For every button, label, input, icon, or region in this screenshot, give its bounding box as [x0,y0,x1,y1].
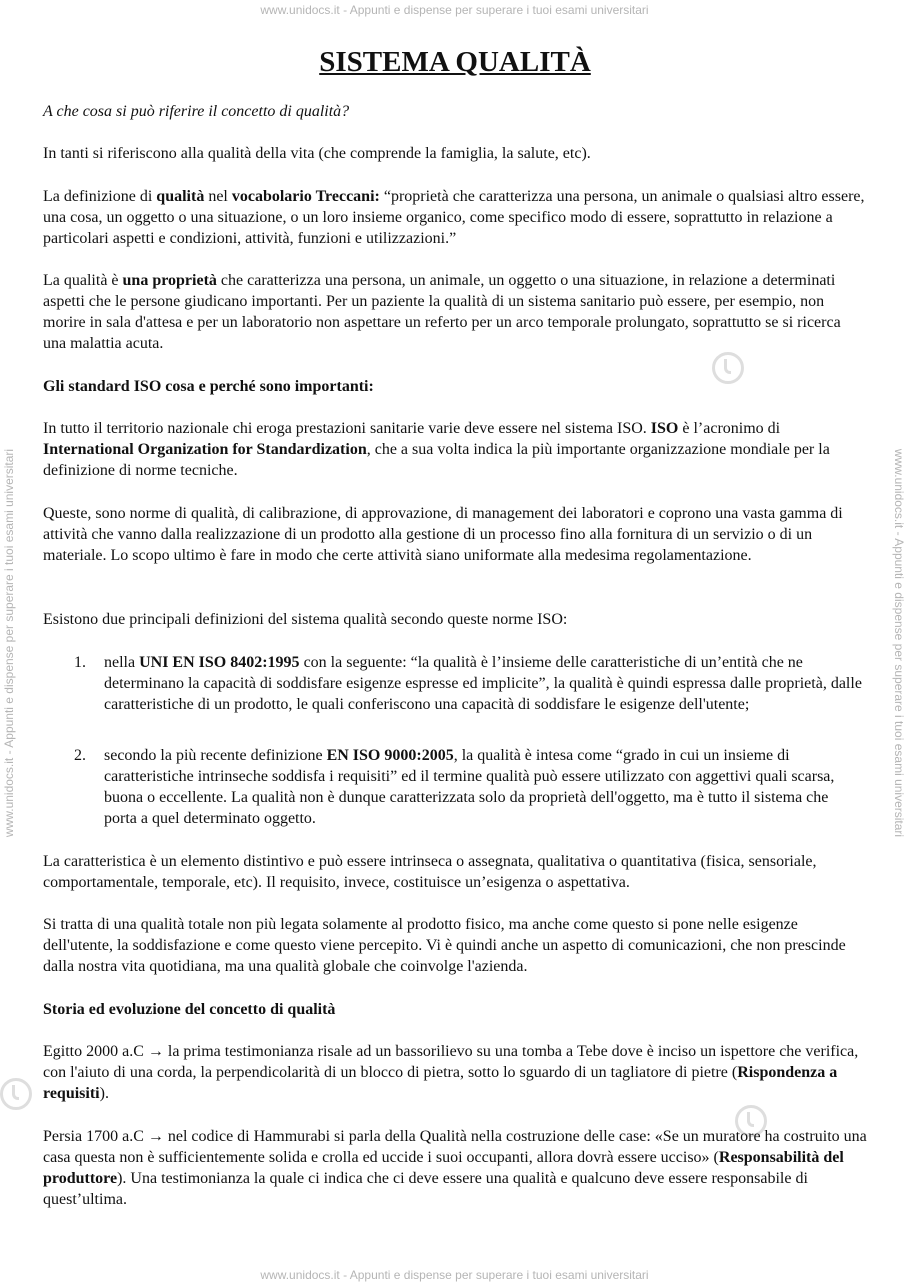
watermark-bottom: www.unidocs.it - Appunti e dispense per superare i tuoi esami universitari [260,1268,649,1282]
paragraph-4: In tutto il territorio nazionale chi eroga prestazioni sanitarie varie deve essere nel sistema ISO. ISO è l’acronimo di International Organization for Standardization, che a sua volta indica la più importante organizzazione mondiale per la definizione di norme tecniche. [43,420,830,479]
paragraph-9: Egitto 2000 a.C → la prima testimonianza risale ad un bassorilievo su una tomba a Tebe dove è inciso un ispettore che verifica, con l'aiuto di una corda, la perpendicolarità di un blocco di pietra, sotto lo sguardo di un tagliatore di pietre (Rispondenza a requisiti). [43,1043,859,1102]
paragraph-6: Esistono due principali definizioni del sistema qualità secondo queste norme ISO: [43,611,568,628]
list-number: 1. [74,654,86,671]
list-number: 2. [74,747,86,764]
list-text: nella UNI EN ISO 8402:1995 con la seguente: “la qualità è l’insieme delle caratteristiche di un’entità che ne determinano la capacità di soddisfare esigenze espresse ed implicite”, la qualità è quindi espressa dalle proprietà, dalle caratteristiche di un prodotto, le quali conferiscono una capacità di soddisfare le esigenze dell'utente; [104,654,862,713]
paragraph-2: La definizione di qualità nel vocabolario Treccani: “proprietà che caratterizza una persona, un animale o qualsiasi altro essere, una cosa, un oggetto o una situazione, o un loro insieme organico, come specifico modo di essere, soprattutto in relazione a particolari aspetti e condizioni, attività, funzioni e utilizzazioni.” [43,188,865,247]
paragraph-1: In tanti si riferiscono alla qualità della vita (che comprende la famiglia, la salute, etc). [43,145,591,162]
watermark-right: www.unidocs.it - Appunti e dispense per superare i tuoi esami universitari [892,448,906,838]
page-title: SISTEMA QUALITÀ [319,46,591,78]
heading-storia: Storia ed evoluzione del concetto di qualità [43,1001,336,1018]
paragraph-5: Queste, sono norme di qualità, di calibrazione, di approvazione, di management dei laboratori e coprono una vasta gamma di attività che vanno dalla realizzazione di un prodotto alla gestione di un processo fino alla fornitura di un servizio o di un materiale. Lo scopo ultimo è fare in modo che certe attività siano uniformate alla medesima regolamentazione. [43,505,843,564]
watermark-left: www.unidocs.it - Appunti e dispense per superare i tuoi esami universitari [2,448,16,838]
list-text: secondo la più recente definizione EN ISO 9000:2005, la qualità è intesa come “grado in cui un insieme di caratteristiche intrinseche soddisfa i requisiti” ed il termine qualità può essere utilizzato con aggettivi quali scarsa, buona o eccellente. La qualità non è dunque caratterizzata solo da proprietà dell'oggetto, ma è tutto il sistema che porta a quel determinato oggetto. [104,747,835,827]
paragraph-3: La qualità è una proprietà che caratterizza una persona, un animale, un oggetto o una situazione, in relazione a determinati aspetti che le persone giudicano importanti. Per un paziente la qualità di un sistema sanitario può essere, per esempio, non morire in sala d'attesa e per un laboratorio non aspettare un referto per un arco temporale prolungato, soprattutto se si ricerca una malattia acuta. [43,272,841,352]
paragraph-8: Si tratta di una qualità totale non più legata solamente al prodotto fisico, ma anche come questo si pone nelle esigenze dell'utente, la soddisfazione e come questo viene percepito. Vi è quindi anche un aspetto di comunicazioni, che non prescinde dalla nostra vita quotidiana, ma una qualità globale che coinvolge l'azienda. [43,916,846,975]
unidocs-logo-icon [0,1078,32,1110]
heading-iso: Gli standard ISO cosa e perché sono importanti: [43,378,374,395]
question: A che cosa si può riferire il concetto di qualità? [43,103,350,120]
watermark-top: www.unidocs.it - Appunti e dispense per superare i tuoi esami universitari [260,3,649,17]
paragraph-7: La caratteristica è un elemento distintivo e può essere intrinseca o assegnata, qualitativa o quantitativa (fisica, sensoriale, comportamentale, temporale, etc). Il requisito, invece, costituisce un’esigenza o aspettativa. [43,853,817,891]
paragraph-10: Persia 1700 a.C → nel codice di Hammurabi si parla della Qualità nella costruzione delle case: «Se un muratore ha costruito una casa questa non è sufficientemente solida e crolla ed uccide i suoi occupanti, allora dovrà essere ucciso» (Responsabilità del produttore). Una testimonianza la quale ci indica che ci deve essere una qualità e qualcuno deve essere responsabile di quest’ultima. [43,1128,867,1208]
